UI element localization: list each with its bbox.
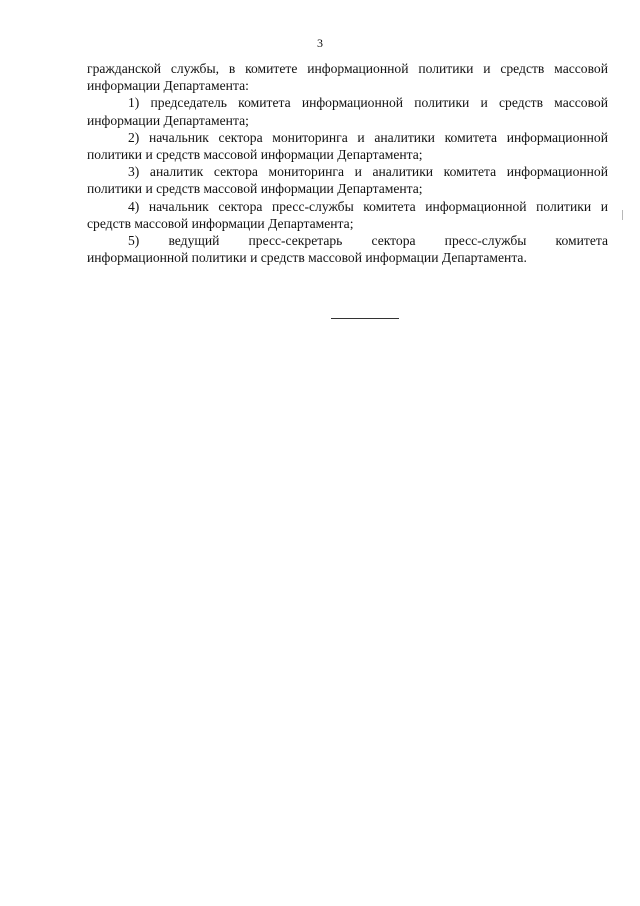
list-item-4: 4) начальник сектора пресс-службы комитета информационной политики и средств массовой информации Департамента; [87,198,608,231]
intro-paragraph: гражданской службы, в комитете информационной политики и средств массовой информации Департамента: [87,61,608,94]
page-number: 3 [317,36,323,50]
list-item-5-continuation: информационной политики и средств массовой информации Департамента. [87,250,527,266]
list-item-2: 2) начальник сектора мониторинга и аналитики комитета информационной политики и средств массовой информации Департамента; [87,129,608,163]
document-body [87,60,608,266]
list-item-1: 1) председатель комитета информационной политики и средств массовой информации Департамента; [87,95,608,128]
end-of-text-rule [331,318,399,319]
list-item-3: 3) аналитик сектора мониторинга и аналитики комитета информационной политики и средств массовой информации Департамента; [87,164,608,197]
list-item-5-first-line: 5) ведущий пресс-секретарь сектора пресс-службы комитета [128,233,608,249]
scan-artifact [622,210,623,220]
